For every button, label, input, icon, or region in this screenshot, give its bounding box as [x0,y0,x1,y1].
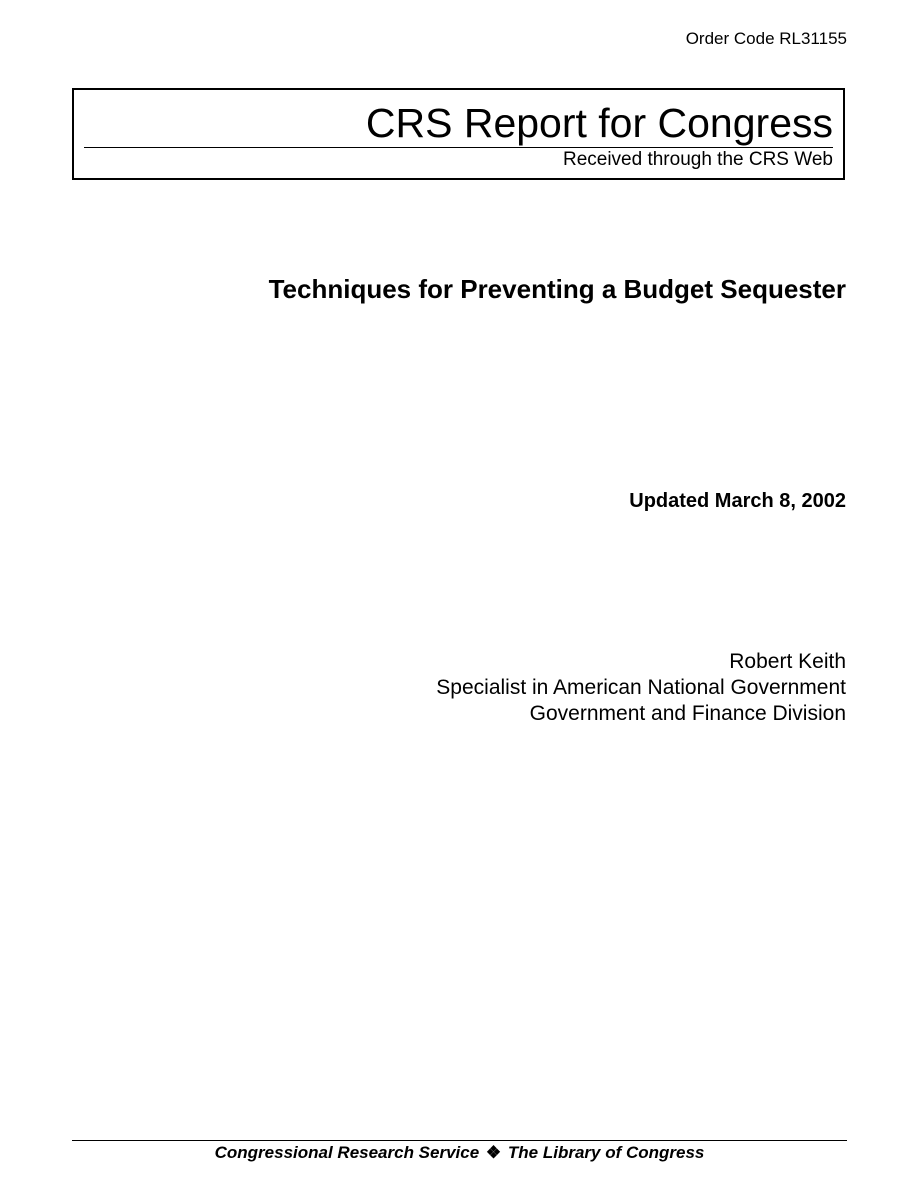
four-petal-diamond-icon: ❖ [485,1143,502,1162]
footer [72,1142,847,1164]
author-name: Robert Keith [729,650,846,673]
author-division: Government and Finance Division [529,702,846,725]
footer-crs-text: Congressional Research Service [214,1143,480,1162]
updated-date: Updated March 8, 2002 [629,490,846,512]
report-source-line: Received through the CRS Web [562,149,833,170]
order-code: Order Code RL31155 [685,29,847,48]
report-header-box [72,88,845,180]
document-title: Techniques for Preventing a Budget Sequester [268,274,846,304]
header-divider [84,147,833,148]
author-block [436,649,846,727]
footer-loc-text: The Library of Congress [507,1143,705,1162]
report-series-title: CRS Report for Congress [365,100,833,146]
footer-divider [72,1140,847,1141]
author-position: Specialist in American National Government [436,676,846,699]
